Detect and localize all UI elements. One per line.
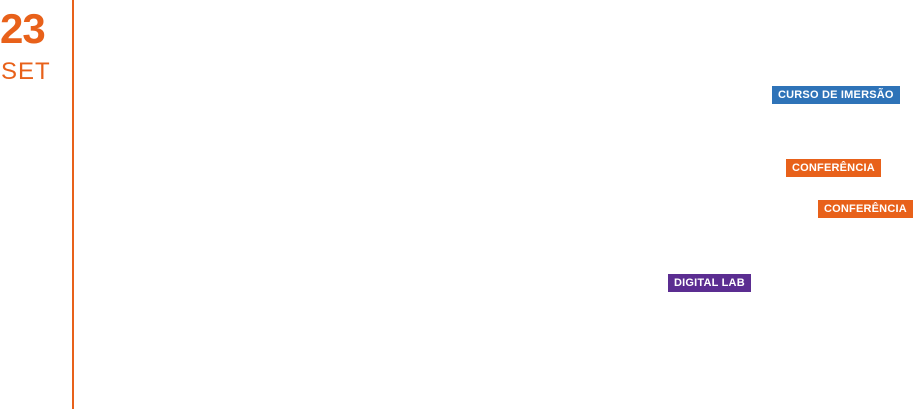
date-column (0, 0, 72, 409)
timeline-divider (72, 0, 74, 409)
category-tag-curso-de-imersao[interactable]: CURSO DE IMERSÃO (772, 86, 900, 104)
date-month: SET (1, 58, 51, 85)
category-tag-digital-lab[interactable]: DIGITAL LAB (668, 274, 751, 292)
date-day: 23 (0, 5, 45, 52)
category-tag-conferencia[interactable]: CONFERÊNCIA (818, 200, 913, 218)
category-tag-conferencia[interactable]: CONFERÊNCIA (786, 159, 881, 177)
